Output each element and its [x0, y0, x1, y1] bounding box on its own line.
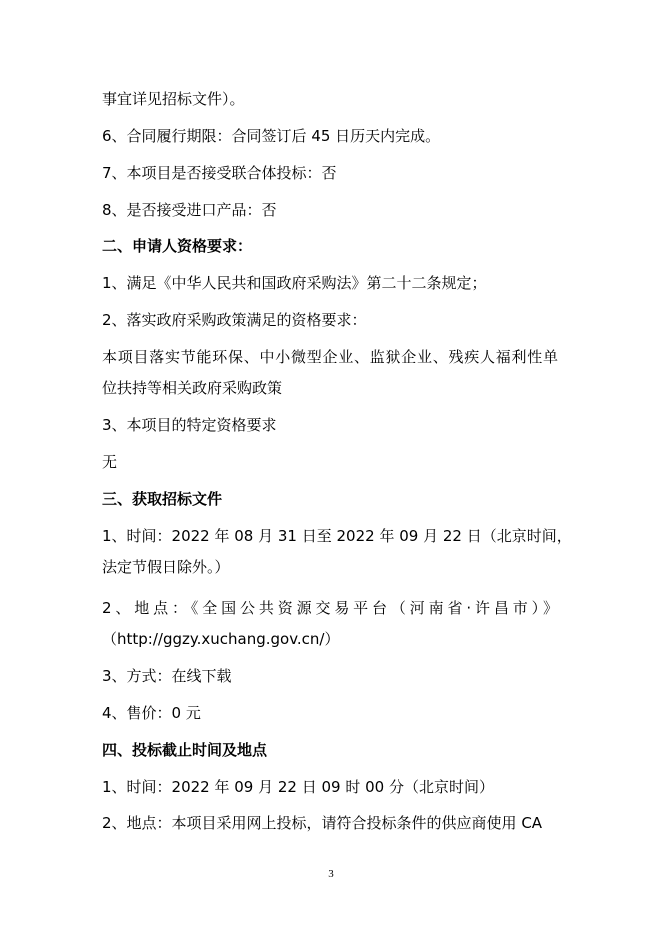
text-line: 2、地点：《全国公共资源交易平台（河南省·许昌市）》 — [102, 599, 558, 617]
text-line: 1、时间：2022 年 08 月 31 日至 2022 年 09 月 22 日（北京时间， — [102, 527, 572, 545]
text-line: 无 — [102, 453, 118, 471]
text-line: 7、本项目是否接受联合体投标：否 — [102, 164, 337, 182]
text-line: 4、售价：0 元 — [102, 704, 201, 722]
text-line: 本项目落实节能环保、中小微型企业、监狱企业、残疾人福利性单 — [102, 348, 558, 366]
page-number: 3 — [328, 868, 334, 880]
text-line: 2、地点：本项目采用网上投标，请符合投标条件的供应商使用 CA — [102, 814, 543, 832]
text-line: 位扶持等相关政府采购政策 — [102, 379, 283, 397]
section-heading: 二、申请人资格要求： — [102, 237, 253, 255]
text-line: 3、本项目的特定资格要求 — [102, 416, 277, 434]
text-line: 3、方式：在线下载 — [102, 667, 232, 685]
section-heading: 四、投标截止时间及地点 — [102, 741, 268, 759]
section-heading: 三、获取招标文件 — [102, 490, 223, 508]
text-line: 1、时间：2022 年 09 月 22 日 09 时 00 分（北京时间） — [102, 778, 494, 796]
text-line: （http://ggzy.xuchang.gov.cn/） — [102, 630, 340, 648]
text-line: 2、落实政府采购政策满足的资格要求： — [102, 311, 367, 329]
text-line: 1、满足《中华人民共和国政府采购法》第二十二条规定； — [102, 274, 487, 292]
text-line: 法定节假日除外。） — [102, 558, 230, 576]
text-line: 8、是否接受进口产品：否 — [102, 201, 277, 219]
text-line: 6、合同履行期限：合同签订后 45 日历天内完成。 — [102, 127, 441, 145]
text-line: 事宜详见招标文件）。 — [102, 90, 245, 108]
